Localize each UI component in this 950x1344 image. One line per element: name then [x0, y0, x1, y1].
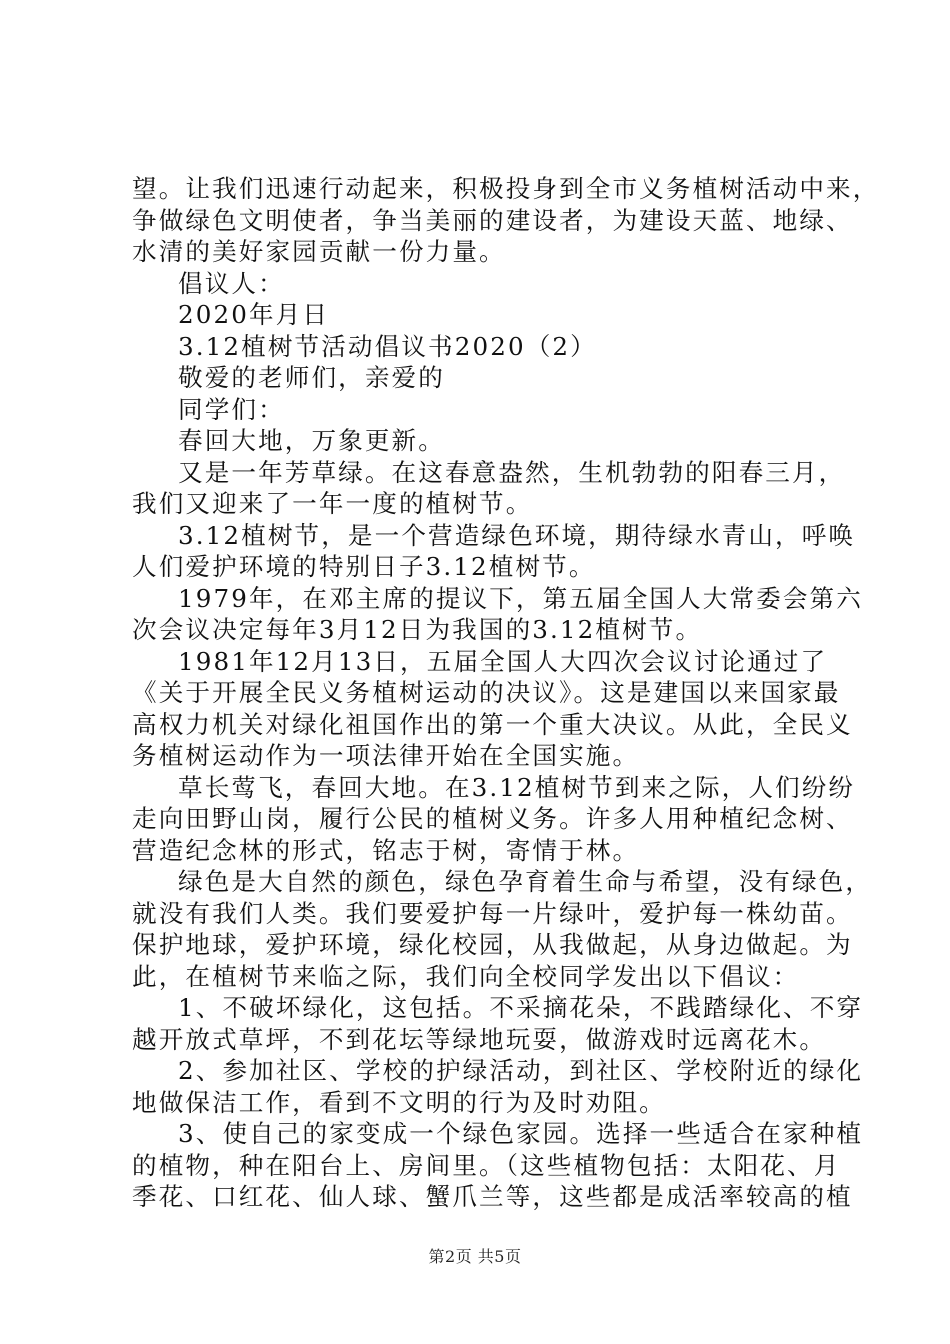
paragraph-line: 1979年，在邓主席的提议下，第五届全国人大常委会第六 [178, 583, 863, 613]
paragraph-line: 2020年月日 [178, 300, 330, 329]
document-body [132, 173, 880, 1213]
paragraph-line: 又是一年芳草绿。在这春意盎然，生机勃勃的阳春三月， [178, 457, 846, 487]
paragraph-line: 绿色是大自然的颜色，绿色孕育着生命与希望，没有绿色， [178, 867, 873, 896]
paragraph-line: 越开放式草坪，不到花坛等绿地玩耍，做游戏时远离花木。 [132, 1024, 827, 1054]
paragraph-line: 的植物，种在阳台上、房间里。（这些植物包括：太阳花、月 [132, 1150, 841, 1180]
paragraph-line: 《关于开展全民义务植树运动的决议》。这是建国以来国家最 [132, 678, 841, 707]
paragraph-line: 就没有我们人类。我们要爱护每一片绿叶，爱护每一株幼苗。 [132, 898, 853, 928]
paragraph-line: 同学们： [178, 394, 285, 424]
paragraph-line: 高权力机关对绿化祖国作出的第一个重大决议。从此，全民义 [132, 709, 853, 739]
page-footer: 第2页 共5页 [428, 1247, 522, 1266]
paragraph-line: 2、参加社区、学校的护绿活动，到社区、学校附近的绿化 [178, 1056, 864, 1085]
paragraph-line: 倡议人： [178, 268, 285, 298]
paragraph-line: 营造纪念林的形式，铭志于树，寄情于林。 [132, 835, 640, 865]
paragraph-line: 我们又迎来了一年一度的植树节。 [132, 489, 533, 518]
paragraph-line: 春回大地，万象更新。 [178, 426, 445, 455]
paragraph-line: 水清的美好家园贡献一份力量。 [132, 237, 506, 266]
paragraph-line: 走向田野山岗，履行公民的植树义务。许多人用种植纪念树、 [132, 804, 853, 833]
paragraph-line: 敬爱的老师们，亲爱的 [178, 363, 445, 392]
paragraph-line: 争做绿色文明使者，争当美丽的建设者，为建设天蓝、地绿、 [132, 205, 853, 235]
paragraph-line: 1、不破坏绿化，这包括。不采摘花朵，不践踏绿化、不穿 [178, 993, 864, 1022]
paragraph-line: 人们爱护环境的特别日子3.12植树节。 [132, 552, 596, 581]
paragraph-line: 3、使自己的家变成一个绿色家园。选择一些适合在家种植 [178, 1119, 864, 1148]
paragraph-line: 保护地球，爱护环境，绿化校园，从我做起，从身边做起。为 [132, 930, 853, 959]
paragraph-line: 1981年12月13日，五届全国人大四次会议讨论通过了 [178, 646, 828, 676]
paragraph-line: 季花、口红花、仙人球、蟹爪兰等，这些都是成活率较高的植 [132, 1182, 853, 1211]
paragraph-line: 地做保洁工作，看到不文明的行为及时劝阻。 [132, 1087, 666, 1117]
paragraph-line: 望。让我们迅速行动起来，积极投身到全市义务植树活动中来， [132, 174, 880, 203]
paragraph-line: 此，在植树节来临之际，我们向全校同学发出以下倡议： [132, 961, 800, 991]
paragraph-line: 务植树运动作为一项法律开始在全国实施。 [132, 741, 640, 770]
paragraph-line: 次会议决定每年3月12日为我国的3.12植树节。 [132, 615, 703, 644]
paragraph-line: 3.12植树节活动倡议书2020（2） [178, 331, 597, 361]
paragraph-line: 草长莺飞，春回大地。在3.12植树节到来之际，人们纷纷 [178, 772, 856, 802]
paragraph-line: 3.12植树节，是一个营造绿色环境，期待绿水青山，呼唤 [178, 520, 856, 550]
